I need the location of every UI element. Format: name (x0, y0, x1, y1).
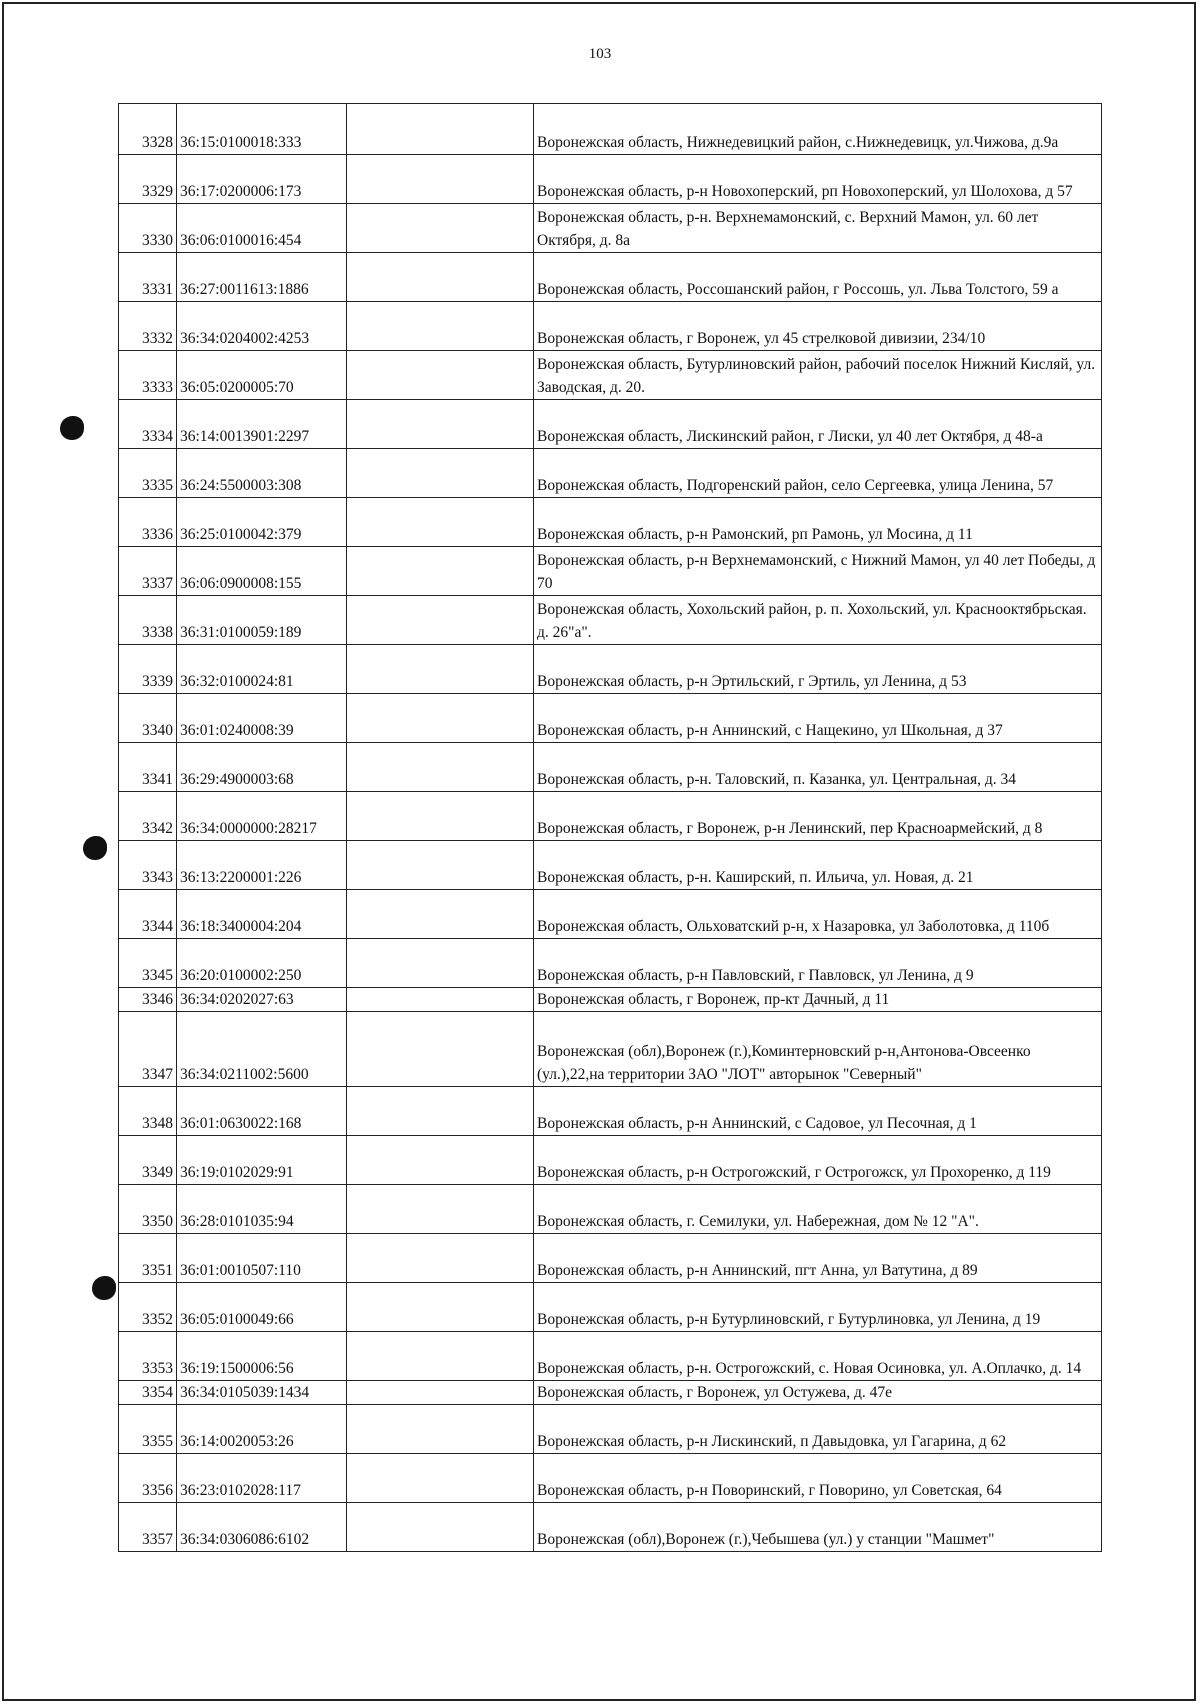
empty-cell (347, 1234, 534, 1283)
table-row (119, 890, 1102, 939)
empty-cell (347, 1087, 534, 1136)
table-row (119, 694, 1102, 743)
empty-cell (347, 1503, 534, 1552)
cadastral-number-cell: 36:19:0102029:91 (177, 1136, 347, 1185)
empty-cell (347, 104, 534, 155)
cadastral-number-cell: 36:15:0100018:333 (177, 104, 347, 155)
empty-cell (347, 1454, 534, 1503)
address-cell: Воронежская область, Россошанский район, г Россошь, ул. Льва Толстого, 59 а (534, 253, 1102, 302)
table-row (119, 204, 1102, 253)
address-cell: Воронежская область, Хохольский район, р. п. Хохольский, ул. Краснооктябрьская. д. 26"а". (534, 596, 1102, 645)
empty-cell (347, 204, 534, 253)
cadastral-number-cell: 36:34:0211002:5600 (177, 1012, 347, 1087)
table-row (119, 1381, 1102, 1405)
table-row (119, 253, 1102, 302)
cadastral-number-cell: 36:28:0101035:94 (177, 1185, 347, 1234)
row-number-cell: 3330 (119, 204, 177, 253)
table-row (119, 743, 1102, 792)
cadastral-number-cell: 36:19:1500006:56 (177, 1332, 347, 1381)
cadastral-number-cell: 36:29:4900003:68 (177, 743, 347, 792)
cadastral-number-cell: 36:31:0100059:189 (177, 596, 347, 645)
cadastral-number-cell: 36:05:0100049:66 (177, 1283, 347, 1332)
row-number-cell: 3347 (119, 1012, 177, 1087)
row-number-cell: 3356 (119, 1454, 177, 1503)
page-number: 103 (588, 46, 612, 62)
cadastral-number-cell: 36:06:0100016:454 (177, 204, 347, 253)
address-cell: Воронежская область, г. Семилуки, ул. Набережная, дом № 12 "А". (534, 1185, 1102, 1234)
table-row (119, 596, 1102, 645)
table-row (119, 1405, 1102, 1454)
address-cell: Воронежская область, г Воронеж, ул 45 стрелковой дивизии, 234/10 (534, 302, 1102, 351)
table-row (119, 1503, 1102, 1552)
cadastral-number-cell: 36:05:0200005:70 (177, 351, 347, 400)
row-number-cell: 3354 (119, 1381, 177, 1405)
row-number-cell: 3344 (119, 890, 177, 939)
address-cell: Воронежская область, р-н Павловский, г Павловск, ул Ленина, д 9 (534, 939, 1102, 988)
empty-cell (347, 988, 534, 1012)
empty-cell (347, 694, 534, 743)
empty-cell (347, 645, 534, 694)
row-number-cell: 3329 (119, 155, 177, 204)
address-cell: Воронежская область, р-н. Острогожский, с. Новая Осиновка, ул. А.Оплачко, д. 14 (534, 1332, 1102, 1381)
cadastral-number-cell: 36:27:0011613:1886 (177, 253, 347, 302)
empty-cell (347, 596, 534, 645)
table-row (119, 792, 1102, 841)
address-cell: Воронежская область, г Воронеж, пр-кт Дачный, д 11 (534, 988, 1102, 1012)
table-row (119, 1283, 1102, 1332)
address-cell: Воронежская область, г Воронеж, ул Остужева, д. 47е (534, 1381, 1102, 1405)
punch-hole-mark (60, 416, 84, 440)
row-number-cell: 3352 (119, 1283, 177, 1332)
empty-cell (347, 302, 534, 351)
empty-cell (347, 792, 534, 841)
cadastral-number-cell: 36:32:0100024:81 (177, 645, 347, 694)
address-cell: Воронежская область, р-н Аннинский, с Садовое, ул Песочная, д 1 (534, 1087, 1102, 1136)
empty-cell (347, 1405, 534, 1454)
table-row (119, 1332, 1102, 1381)
table-row (119, 645, 1102, 694)
row-number-cell: 3332 (119, 302, 177, 351)
address-cell: Воронежская область, р-н Эртильский, г Эртиль, ул Ленина, д 53 (534, 645, 1102, 694)
empty-cell (347, 1136, 534, 1185)
address-cell: Воронежская область, р-н Поворинский, г Поворино, ул Советская, 64 (534, 1454, 1102, 1503)
table-row (119, 155, 1102, 204)
empty-cell (347, 841, 534, 890)
address-cell: Воронежская область, Нижнедевицкий район, с.Нижнедевицк, ул.Чижова, д.9а (534, 104, 1102, 155)
cadastral-number-cell: 36:34:0204002:4253 (177, 302, 347, 351)
row-number-cell: 3336 (119, 498, 177, 547)
empty-cell (347, 155, 534, 204)
row-number-cell: 3341 (119, 743, 177, 792)
cadastral-number-cell: 36:01:0240008:39 (177, 694, 347, 743)
address-cell: Воронежская область, Подгоренский район, село Сергеевка, улица Ленина, 57 (534, 449, 1102, 498)
address-cell: Воронежская область, р-н. Таловский, п. Казанка, ул. Центральная, д. 34 (534, 743, 1102, 792)
address-cell: Воронежская (обл),Воронеж (г.),Коминтерновский р-н,Антонова-Овсеенко (ул.),22,на территории ЗАО "ЛОТ" авторынок "Северный" (534, 1012, 1102, 1087)
empty-cell (347, 939, 534, 988)
cadastral-number-cell: 36:20:0100002:250 (177, 939, 347, 988)
row-number-cell: 3328 (119, 104, 177, 155)
row-number-cell: 3335 (119, 449, 177, 498)
cadastral-number-cell: 36:34:0202027:63 (177, 988, 347, 1012)
punch-hole-mark (92, 1276, 116, 1300)
row-number-cell: 3345 (119, 939, 177, 988)
table-row (119, 1185, 1102, 1234)
cadastral-number-cell: 36:14:0013901:2297 (177, 400, 347, 449)
table-row (119, 1234, 1102, 1283)
address-cell: Воронежская область, р-н Аннинский, с Нащекино, ул Школьная, д 37 (534, 694, 1102, 743)
table-row (119, 351, 1102, 400)
address-cell: Воронежская область, р-н Острогожский, г Острогожск, ул Прохоренко, д 119 (534, 1136, 1102, 1185)
empty-cell (347, 449, 534, 498)
cadastral-number-cell: 36:34:0306086:6102 (177, 1503, 347, 1552)
address-cell: Воронежская область, Лискинский район, г Лиски, ул 40 лет Октября, д 48-а (534, 400, 1102, 449)
address-cell: Воронежская область, р-н Аннинский, пгт Анна, ул Ватутина, д 89 (534, 1234, 1102, 1283)
cadastral-number-cell: 36:01:0010507:110 (177, 1234, 347, 1283)
address-cell: Воронежская область, Бутурлиновский район, рабочий поселок Нижний Кисляй, ул. Заводская, д. 20. (534, 351, 1102, 400)
cadastral-number-cell: 36:24:5500003:308 (177, 449, 347, 498)
address-cell: Воронежская область, Ольховатский р-н, х Назаровка, ул Заболотовка, д 110б (534, 890, 1102, 939)
property-registry-table (118, 103, 1102, 1552)
table-row (119, 302, 1102, 351)
table-row (119, 498, 1102, 547)
row-number-cell: 3337 (119, 547, 177, 596)
row-number-cell: 3349 (119, 1136, 177, 1185)
empty-cell (347, 890, 534, 939)
cadastral-number-cell: 36:23:0102028:117 (177, 1454, 347, 1503)
empty-cell (347, 498, 534, 547)
row-number-cell: 3357 (119, 1503, 177, 1552)
address-cell: Воронежская область, р-н. Верхнемамонский, с. Верхний Мамон, ул. 60 лет Октября, д. 8а (534, 204, 1102, 253)
table-row (119, 449, 1102, 498)
address-cell: Воронежская область, г Воронеж, р-н Ленинский, пер Красноармейский, д 8 (534, 792, 1102, 841)
table-row (119, 1454, 1102, 1503)
row-number-cell: 3355 (119, 1405, 177, 1454)
cadastral-number-cell: 36:18:3400004:204 (177, 890, 347, 939)
empty-cell (347, 1283, 534, 1332)
row-number-cell: 3338 (119, 596, 177, 645)
empty-cell (347, 743, 534, 792)
row-number-cell: 3334 (119, 400, 177, 449)
address-cell: Воронежская (обл),Воронеж (г.),Чебышева (ул.) у станции "Машмет" (534, 1503, 1102, 1552)
address-cell: Воронежская область, р-н Рамонский, рп Рамонь, ул Мосина, д 11 (534, 498, 1102, 547)
empty-cell (347, 1332, 534, 1381)
row-number-cell: 3333 (119, 351, 177, 400)
table-row (119, 939, 1102, 988)
table-row (119, 841, 1102, 890)
cadastral-number-cell: 36:06:0900008:155 (177, 547, 347, 596)
row-number-cell: 3353 (119, 1332, 177, 1381)
cadastral-number-cell: 36:25:0100042:379 (177, 498, 347, 547)
row-number-cell: 3331 (119, 253, 177, 302)
empty-cell (347, 1381, 534, 1405)
row-number-cell: 3340 (119, 694, 177, 743)
table-row (119, 988, 1102, 1012)
row-number-cell: 3350 (119, 1185, 177, 1234)
address-cell: Воронежская область, р-н Бутурлиновский, г Бутурлиновка, ул Ленина, д 19 (534, 1283, 1102, 1332)
address-cell: Воронежская область, р-н Лискинский, п Давыдовка, ул Гагарина, д 62 (534, 1405, 1102, 1454)
empty-cell (347, 253, 534, 302)
address-cell: Воронежская область, р-н Новохоперский, рп Новохоперский, ул Шолохова, д 57 (534, 155, 1102, 204)
cadastral-number-cell: 36:34:0105039:1434 (177, 1381, 347, 1405)
empty-cell (347, 351, 534, 400)
empty-cell (347, 547, 534, 596)
cadastral-number-cell: 36:01:0630022:168 (177, 1087, 347, 1136)
row-number-cell: 3343 (119, 841, 177, 890)
cadastral-number-cell: 36:14:0020053:26 (177, 1405, 347, 1454)
row-number-cell: 3339 (119, 645, 177, 694)
row-number-cell: 3346 (119, 988, 177, 1012)
cadastral-number-cell: 36:34:0000000:28217 (177, 792, 347, 841)
punch-hole-mark (83, 836, 107, 860)
table-row (119, 1012, 1102, 1087)
empty-cell (347, 1012, 534, 1087)
empty-cell (347, 400, 534, 449)
table-row (119, 1136, 1102, 1185)
table-row (119, 1087, 1102, 1136)
row-number-cell: 3351 (119, 1234, 177, 1283)
cadastral-number-cell: 36:17:0200006:173 (177, 155, 347, 204)
table-row (119, 104, 1102, 155)
address-cell: Воронежская область, р-н. Каширский, п. Ильича, ул. Новая, д. 21 (534, 841, 1102, 890)
table-row (119, 400, 1102, 449)
cadastral-number-cell: 36:13:2200001:226 (177, 841, 347, 890)
table-row (119, 547, 1102, 596)
row-number-cell: 3348 (119, 1087, 177, 1136)
address-cell: Воронежская область, р-н Верхнемамонский, с Нижний Мамон, ул 40 лет Победы, д 70 (534, 547, 1102, 596)
row-number-cell: 3342 (119, 792, 177, 841)
empty-cell (347, 1185, 534, 1234)
